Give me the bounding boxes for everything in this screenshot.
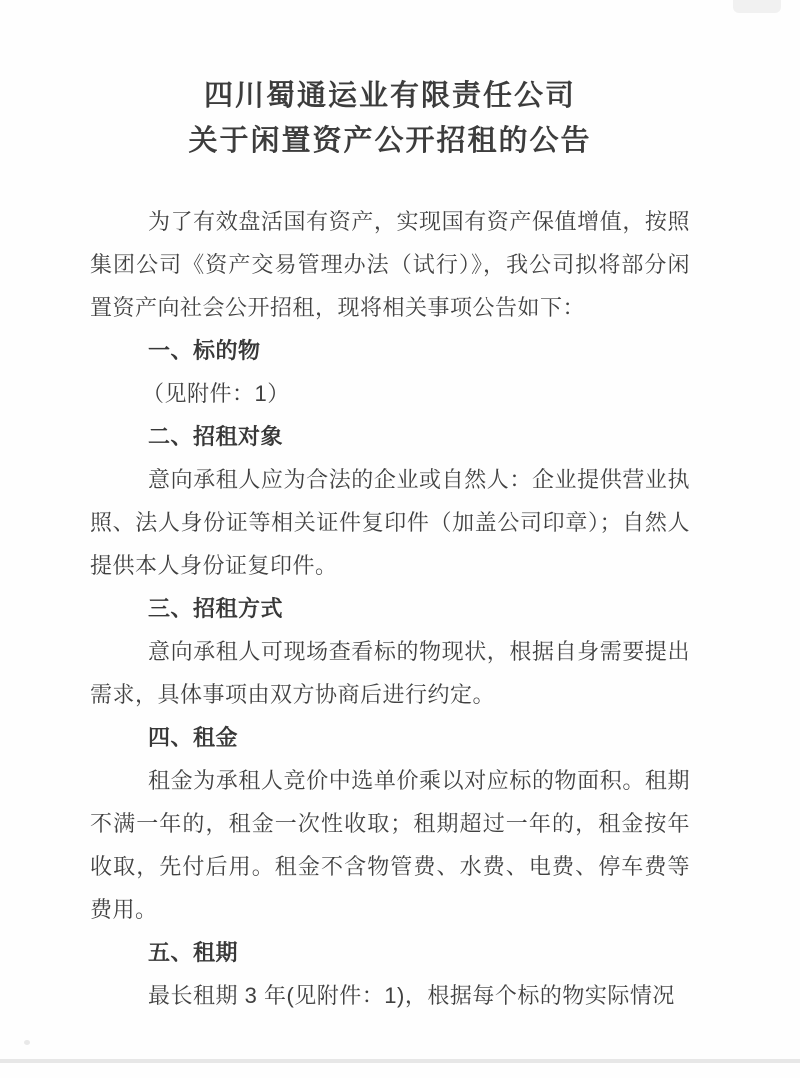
page-bottom-edge — [0, 1059, 800, 1063]
document-title-line2: 关于闲置资产公开招租的公告 — [188, 125, 592, 157]
section-heading-2: 二、招租对象 — [148, 424, 284, 449]
section-body-2: 意向承租人应为合法的企业或自然人：企业提供营业执照、法人身份证等相关证件复印件（加盖公司印章）；自然人提供本人身份证复印件。 — [90, 467, 690, 578]
section-heading-4: 四、租金 — [148, 725, 239, 750]
section-heading-1: 一、标的物 — [148, 338, 261, 363]
scan-artifact-top — [733, 0, 781, 13]
section-body-5: 最长租期 3 年(见附件：1)，根据每个标的物实际情况 — [148, 983, 675, 1008]
section-heading-5: 五、租期 — [148, 940, 239, 965]
scan-artifact-speck — [24, 1040, 30, 1045]
document-content — [90, 74, 690, 1017]
intro-paragraph: 为了有效盘活国有资产，实现国有资产保值增值，按照集团公司《资产交易管理办法（试行）》，我公司拟将部分闲置资产向社会公开招租，现将相关事项公告如下： — [90, 209, 690, 320]
section-body-3: 意向承租人可现场查看标的物现状，根据自身需要提出需求，具体事项由双方协商后进行约定。 — [90, 639, 690, 707]
document-title-line1: 四川蜀通运业有限责任公司 — [203, 80, 576, 112]
section-heading-3: 三、招租方式 — [148, 596, 284, 621]
section-body-1-attachment-note: （见附件：1） — [142, 381, 290, 406]
section-body-4: 租金为承租人竞价中选单价乘以对应标的物面积。租期不满一年的，租金一次性收取；租期超过一年的，租金按年收取，先付后用。租金不含物管费、水费、电费、停车费等费用。 — [90, 768, 690, 922]
